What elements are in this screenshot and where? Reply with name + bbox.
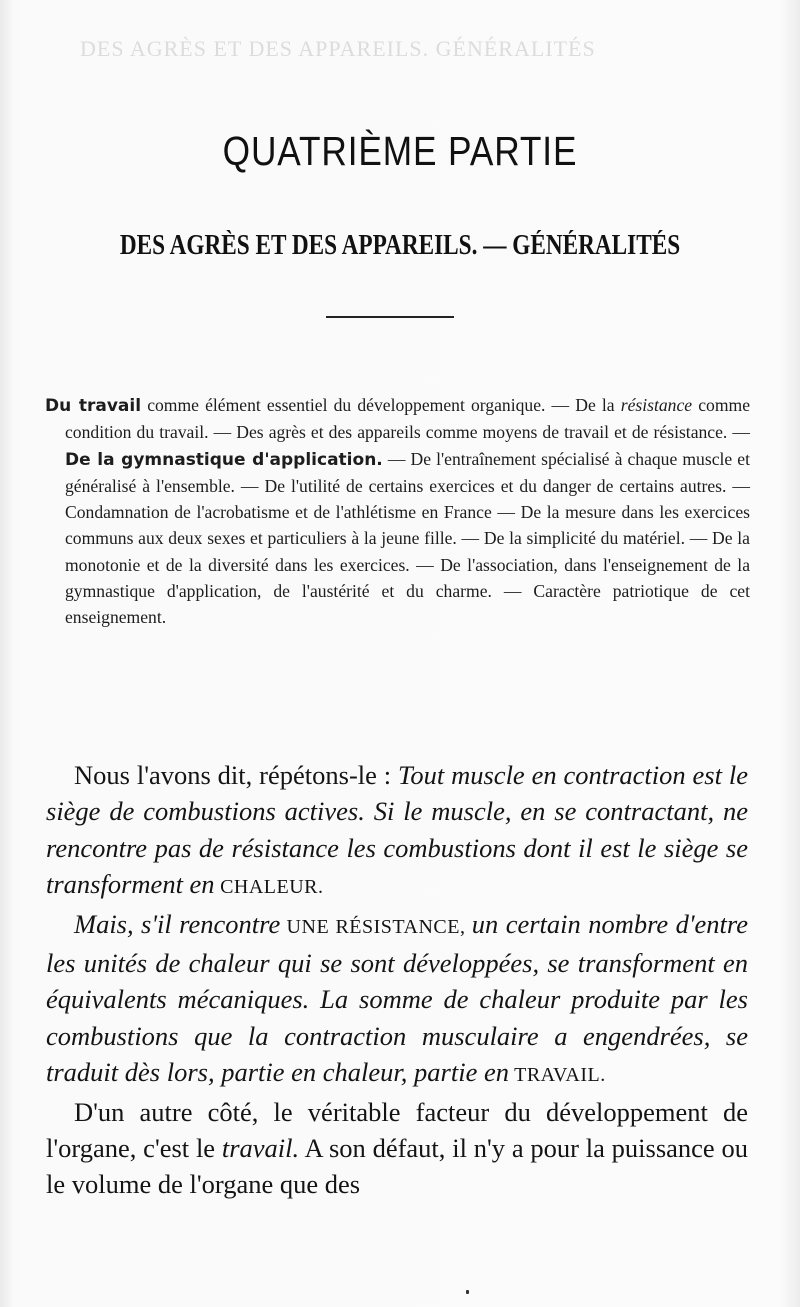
part-subtitle: DES AGRÈS ET DES APPAREILS. — GÉNÉRALITÉS xyxy=(119,230,681,261)
summary-text-2: comme condition du travail. — Des agrès et des appareils comme moyens de travail et de résistance. — xyxy=(65,395,751,443)
body-text xyxy=(46,757,748,1203)
paragraph-1 xyxy=(46,757,748,906)
summary-bold-2: De la gymnastique d'application. xyxy=(65,449,383,470)
chapter-summary xyxy=(45,392,750,631)
summary-block xyxy=(45,392,750,631)
summary-text-1: comme élément essentiel du développement organique. — De la xyxy=(141,395,621,415)
p1-text: Nous l'avons dit, répétons-le : xyxy=(74,760,399,790)
summary-italic: résistance xyxy=(620,395,693,415)
p2-caps-1: UNE RÉSISTANCE, xyxy=(280,915,472,938)
p2-italic-1: Mais, s'il rencontre xyxy=(74,908,281,939)
paragraph-3 xyxy=(46,1094,748,1203)
p1-italic: Tout muscle en contraction est le siège de combustions actives. Si le muscle, en se contractant, ne rencontre pas de résistance les combustions dont il est le siège se transforment en xyxy=(46,760,748,900)
p2-caps-2: TRAVAIL. xyxy=(508,1064,606,1087)
p3-text-1: D'un autre côté, le véritable facteur du développement de l'organe, c'est le xyxy=(46,1096,748,1164)
summary-lead-bold: Du travail xyxy=(45,396,142,416)
p2-italic-2: un certain nombre d'entre les unités de chaleur qui se sont développées, se transforment en équivalents mécaniques. La somme de chaleur produite par les combustions que la contraction musculaire a engendrées, se traduit dès lors, partie en chaleur, partie en xyxy=(46,908,749,1088)
p1-caps: CHALEUR. xyxy=(214,876,324,899)
p3-text-2: A son défaut, il n'y a pour la puissance ou le volume de l'organe que des xyxy=(46,1133,748,1200)
title-divider xyxy=(326,316,454,318)
page-mark xyxy=(466,1290,469,1294)
part-title: QUATRIÈME PARTIE xyxy=(222,128,578,174)
summary-text-3: — De l'entraînement spécialisé à chaque muscle et généralisé à l'ensemble. — De l'utilité de certains exercices et du danger de certains autres. — Condamnation de l'acrobatisme et de l'athlétisme en France — De la mesure dans les exercices communs aux deux sexes et particuliers à la jeune fille. — De la simplicité du matériel. — De la monotonie et de la diversité dans les exercices. — De l'association, dans l'enseignement de la gymnastique d'application, de l'austérité et du charme. — Caractère patriotique de cet enseignement. xyxy=(65,448,750,628)
paragraph-2 xyxy=(46,906,748,1094)
bleed-through-text: DES AGRÈS ET DES APPAREILS. GÉNÉRALITÉS xyxy=(80,36,596,61)
p3-italic: travail. xyxy=(221,1133,300,1164)
